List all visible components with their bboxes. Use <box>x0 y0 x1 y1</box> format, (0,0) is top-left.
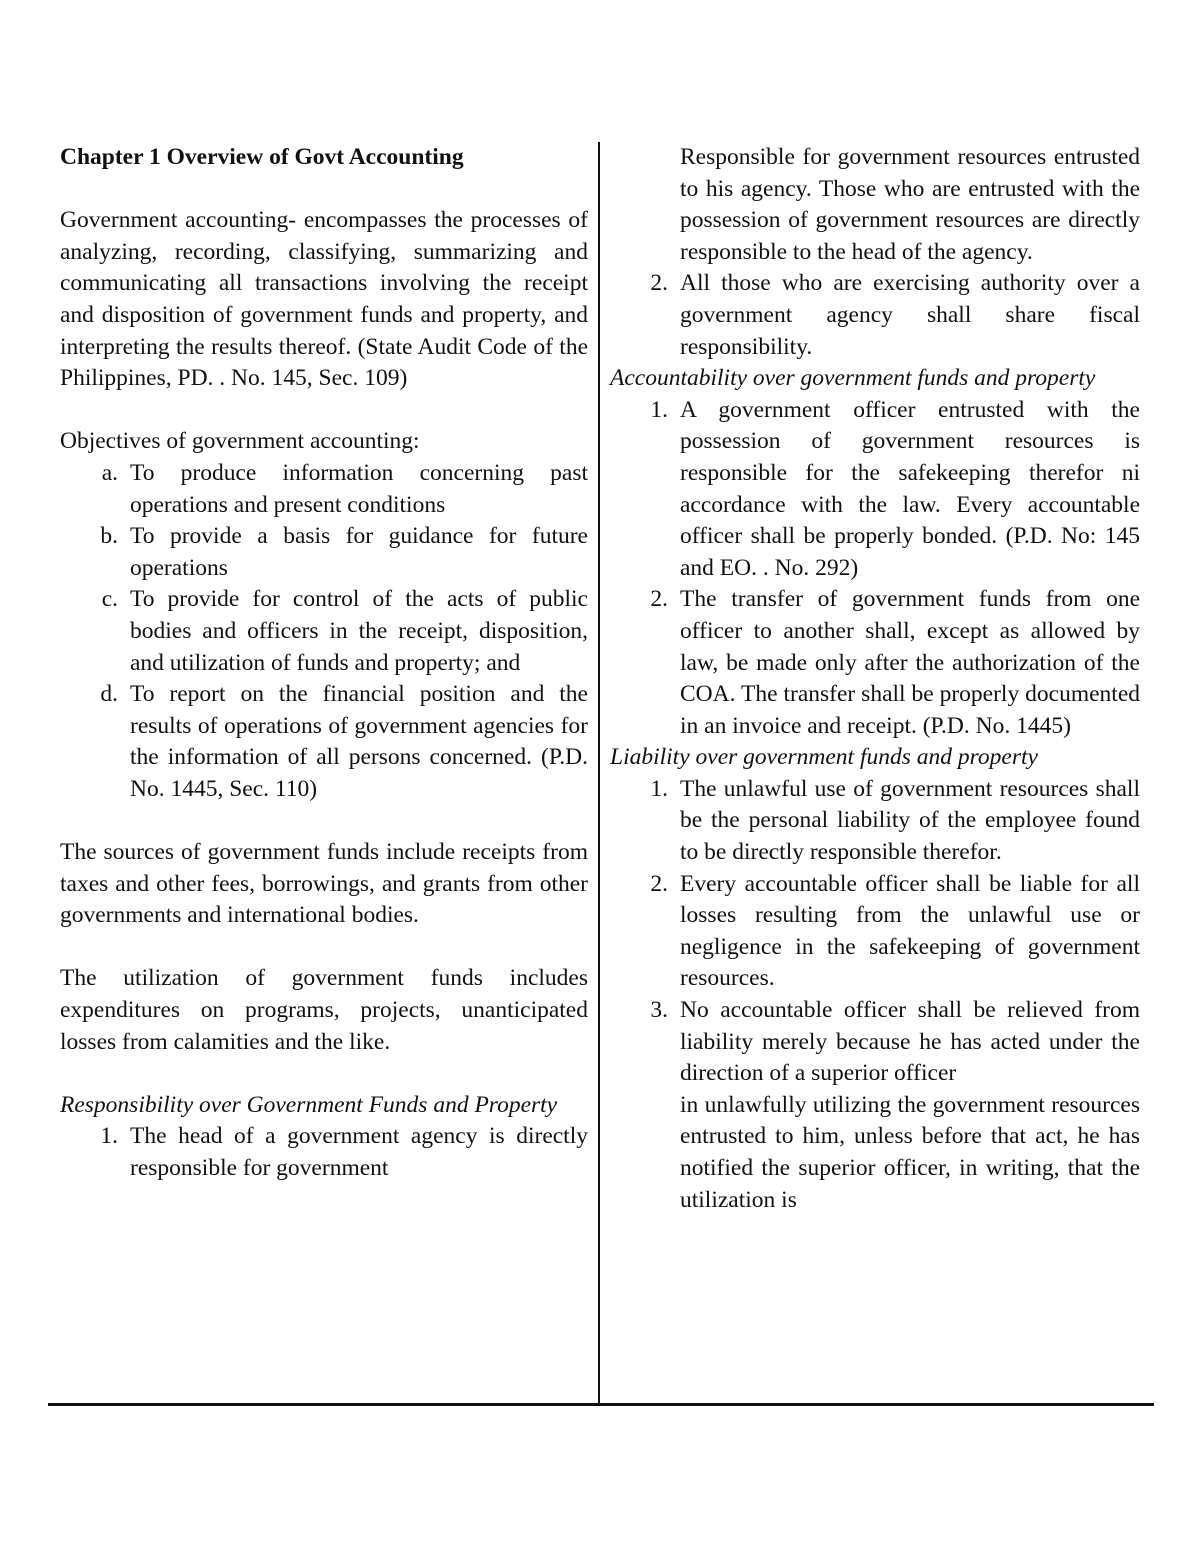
list-item <box>60 1121 588 1184</box>
accountability-list <box>610 395 1140 743</box>
responsibility-list-continued <box>610 268 1140 363</box>
responsibility-list <box>60 1121 588 1184</box>
list-item-text: A government officer entrusted with the possession of government resources is responsible for the safekeeping therefor ni accordance with the law. Every accountable officer shall be properly bonded. (P.D. No: 145 and EO. . No. 292) <box>680 396 1140 581</box>
liability-item-continuation: in unlawfully utilizing the government resources entrusted to him, unless before that act, he has notified the superior officer, in writing, that the utilization is <box>680 1091 1140 1213</box>
list-item <box>610 584 1140 742</box>
list-item-text: To produce information concerning past operations and present conditions <box>130 459 588 518</box>
list-item-text: The head of a government agency is directly responsible for government <box>130 1123 588 1181</box>
list-item-text: To provide for control of the acts of public bodies and officers in the receipt, disposition, and utilization of funds and property; and <box>130 586 588 676</box>
list-item-text: To provide a basis for guidance for future operations <box>130 523 588 581</box>
list-marker: b. <box>100 523 118 550</box>
list-marker: 1. <box>650 396 668 423</box>
list-item <box>610 774 1140 869</box>
list-marker: 2. <box>650 270 668 297</box>
list-marker: d. <box>100 681 118 708</box>
column-divider <box>598 142 600 1406</box>
chapter-title: Chapter 1 Overview of Govt Accounting <box>60 144 464 170</box>
accountability-heading: Accountability over government funds and property <box>610 365 1096 392</box>
responsibility-continuation: Responsible for government resources entrusted to his agency. Those who are entrusted with the possession of government resources are directly responsible to the head of the agency. <box>680 144 1140 265</box>
list-item <box>60 458 588 521</box>
list-marker: 2. <box>650 870 668 897</box>
utilization-paragraph: The utilization of government funds includes expenditures on programs, projects, unanticipated losses from calamities and the like. <box>60 965 588 1055</box>
list-item-text: No accountable officer shall be relieved from liability merely because he has acted under the direction of a superior officer <box>680 997 1140 1087</box>
objectives-list <box>60 458 588 806</box>
liability-list <box>610 774 1140 1090</box>
sources-paragraph: The sources of government funds include receipts from taxes and other fees, borrowings, and grants from other governments and international bodies. <box>60 839 588 929</box>
list-marker: 3. <box>650 997 668 1024</box>
bottom-rule <box>48 1403 1154 1406</box>
list-marker: c. <box>101 586 118 613</box>
list-item-text: The unlawful use of government resources shall be the personal liability of the employee found to be directly responsible therefor. <box>680 775 1140 866</box>
right-column <box>610 142 1140 1216</box>
list-item <box>60 584 588 679</box>
list-item-text: To report on the financial position and the results of operations of government agencies for the information of all persons concerned. (P.D. No. 1445, Sec. 110) <box>130 681 588 802</box>
responsibility-heading: Responsibility over Government Funds and Property <box>60 1091 558 1118</box>
list-marker: 2. <box>650 586 668 613</box>
list-marker: 1. <box>100 1123 118 1150</box>
list-item <box>610 869 1140 995</box>
list-item <box>60 679 588 805</box>
objectives-heading: Objectives of government accounting: <box>60 428 420 455</box>
list-item-text: Every accountable officer shall be liable for all losses resulting from the unlawful use or negligence in the safekeeping of government resources. <box>680 870 1140 992</box>
list-item <box>610 995 1140 1090</box>
definition-paragraph: Government accounting- encompasses the processes of analyzing, recording, classifying, summarizing and communicating all transactions involving the receipt and disposition of government funds and property, and interpreting the results thereof. (State Audit Code of the Philippines, PD. . No. 145, Sec. 109) <box>60 207 588 392</box>
list-item <box>610 395 1140 585</box>
liability-heading: Liability over government funds and property <box>610 744 1038 771</box>
list-item-text: All those who are exercising authority over a government agency shall share fiscal responsibility. <box>680 270 1140 360</box>
list-item-text: The transfer of government funds from one officer to another shall, except as allowed by law, be made only after the authorization of the COA. The transfer shall be properly documented in an invoice and receipt. (P.D. No. 1445) <box>680 586 1140 739</box>
list-marker: a. <box>101 459 118 486</box>
left-column <box>60 142 588 1185</box>
list-item <box>60 521 588 584</box>
list-item <box>610 268 1140 363</box>
list-marker: 1. <box>650 775 668 802</box>
